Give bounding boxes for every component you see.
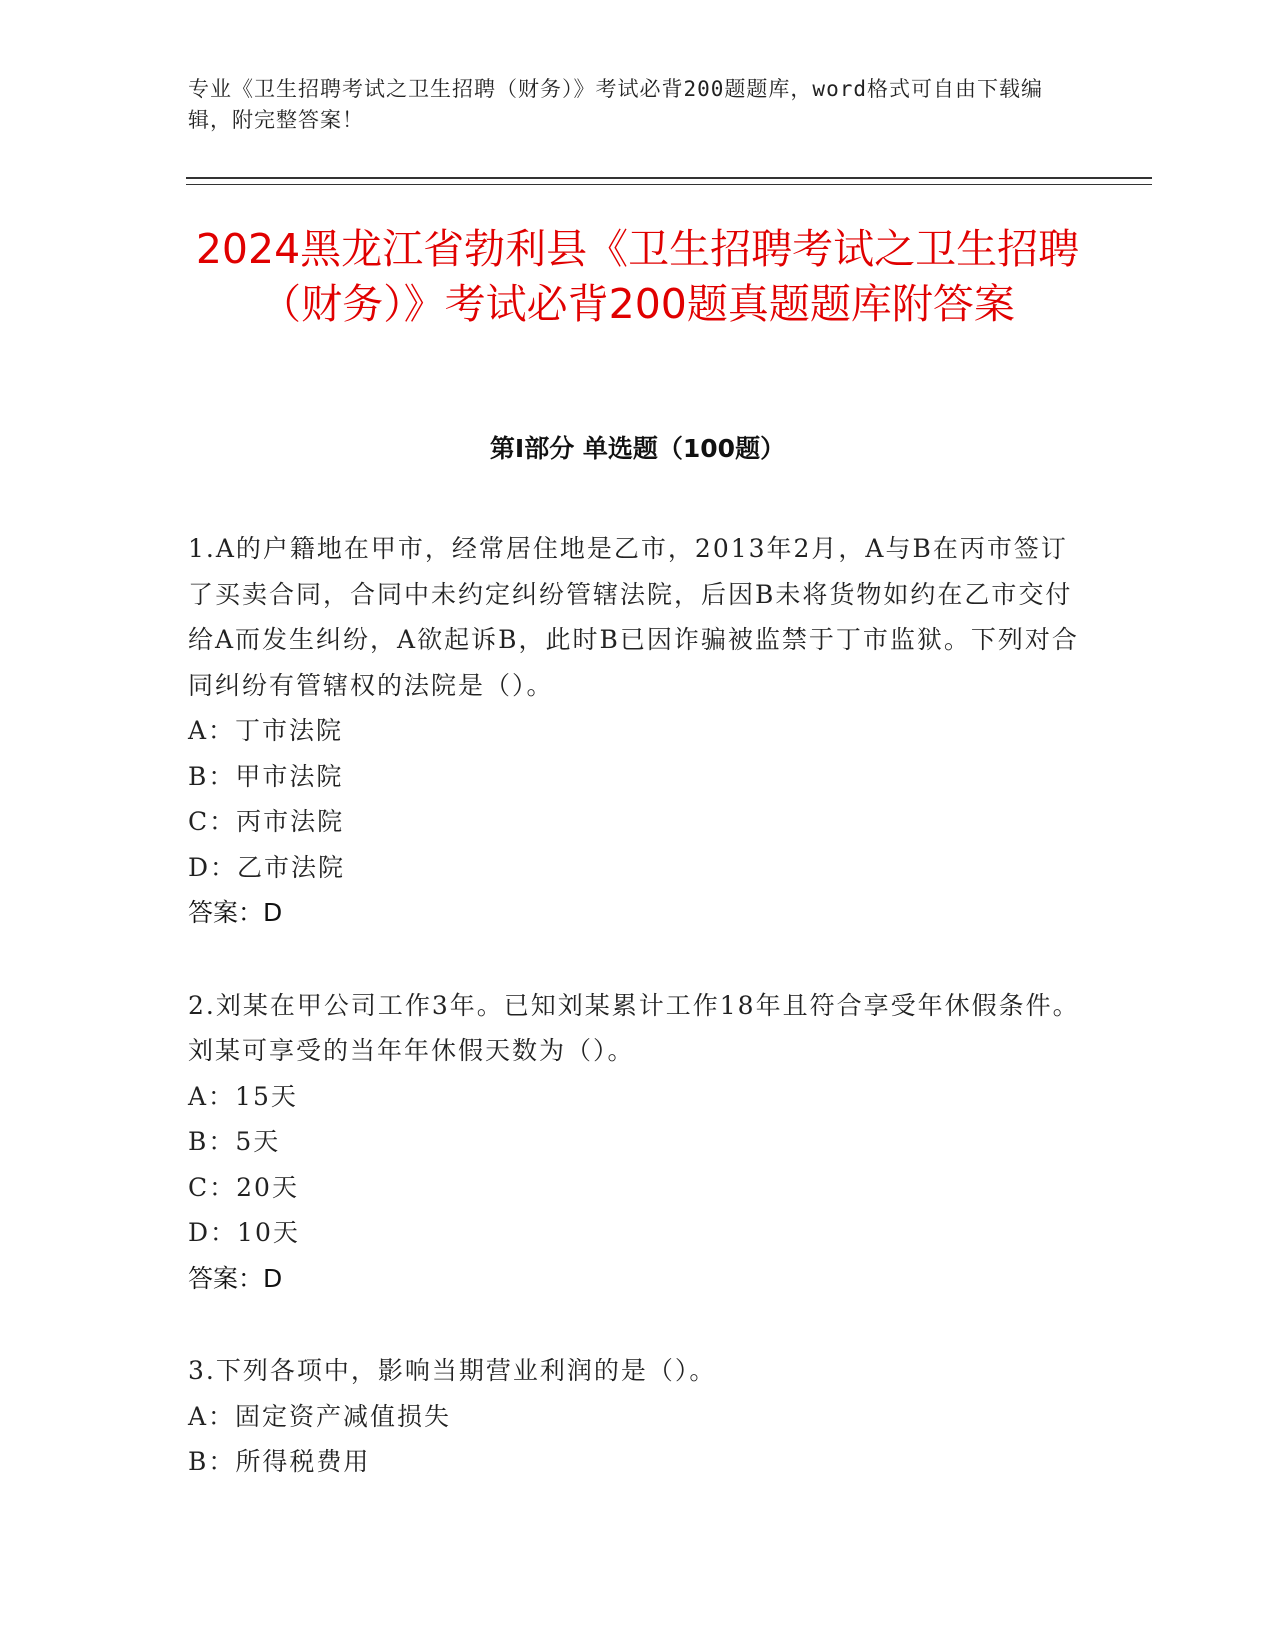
option-b: B：甲市法院 (188, 761, 344, 791)
question-3 (188, 1348, 1083, 1485)
option-c: C：丙市法院 (188, 807, 345, 836)
answer: 答案：D (188, 1263, 283, 1293)
option-c: C：20天 (188, 1172, 299, 1202)
option-b: B：所得税费用 (188, 1447, 371, 1476)
question-text: 2.刘某在甲公司工作3年。已知刘某累计工作18年且符合享受年休假条件。刘某可享受的当年年休假天数为（）。 (188, 990, 1080, 1065)
question-text: 3.下列各项中，影响当期营业利润的是（）。 (188, 1356, 717, 1385)
question-2 (188, 983, 1083, 1302)
question-1 (188, 526, 1083, 936)
document-title: 2024黑龙江省勃利县《卫生招聘考试之卫生招聘（财务）》考试必背200题真题题库附答案 (195, 225, 1080, 328)
option-a: A：15天 (188, 1081, 298, 1111)
option-d: D：10天 (188, 1218, 300, 1247)
option-d: D：乙市法院 (188, 852, 346, 882)
option-a: A：固定资产减值损失 (188, 1401, 452, 1431)
answer: 答案：D (188, 898, 283, 927)
option-b: B：5天 (188, 1127, 281, 1156)
question-text: 1.A的户籍地在甲市，经常居住地是乙市，2013年2月，A与B在丙市签订了买卖合同，合同中未约定纠纷管辖法院，后因B未将货物如约在乙市交付给A而发生纠纷，A欲起诉B，此时B已因诈骗被监禁于丁市监狱。下列对合同纠纷有管辖权的法院是（）。 (188, 534, 1079, 700)
question-list (188, 526, 1083, 1532)
option-a: A：丁市法院 (188, 716, 344, 745)
header-divider-thick (186, 177, 1152, 179)
header-note: 专业《卫生招聘考试之卫生招聘（财务）》考试必背200题题库，word格式可自由下载编辑，附完整答案！ (188, 77, 1043, 132)
header-divider-thin (186, 184, 1152, 185)
section-heading: 第I部分 单选题（100题） (489, 434, 786, 463)
